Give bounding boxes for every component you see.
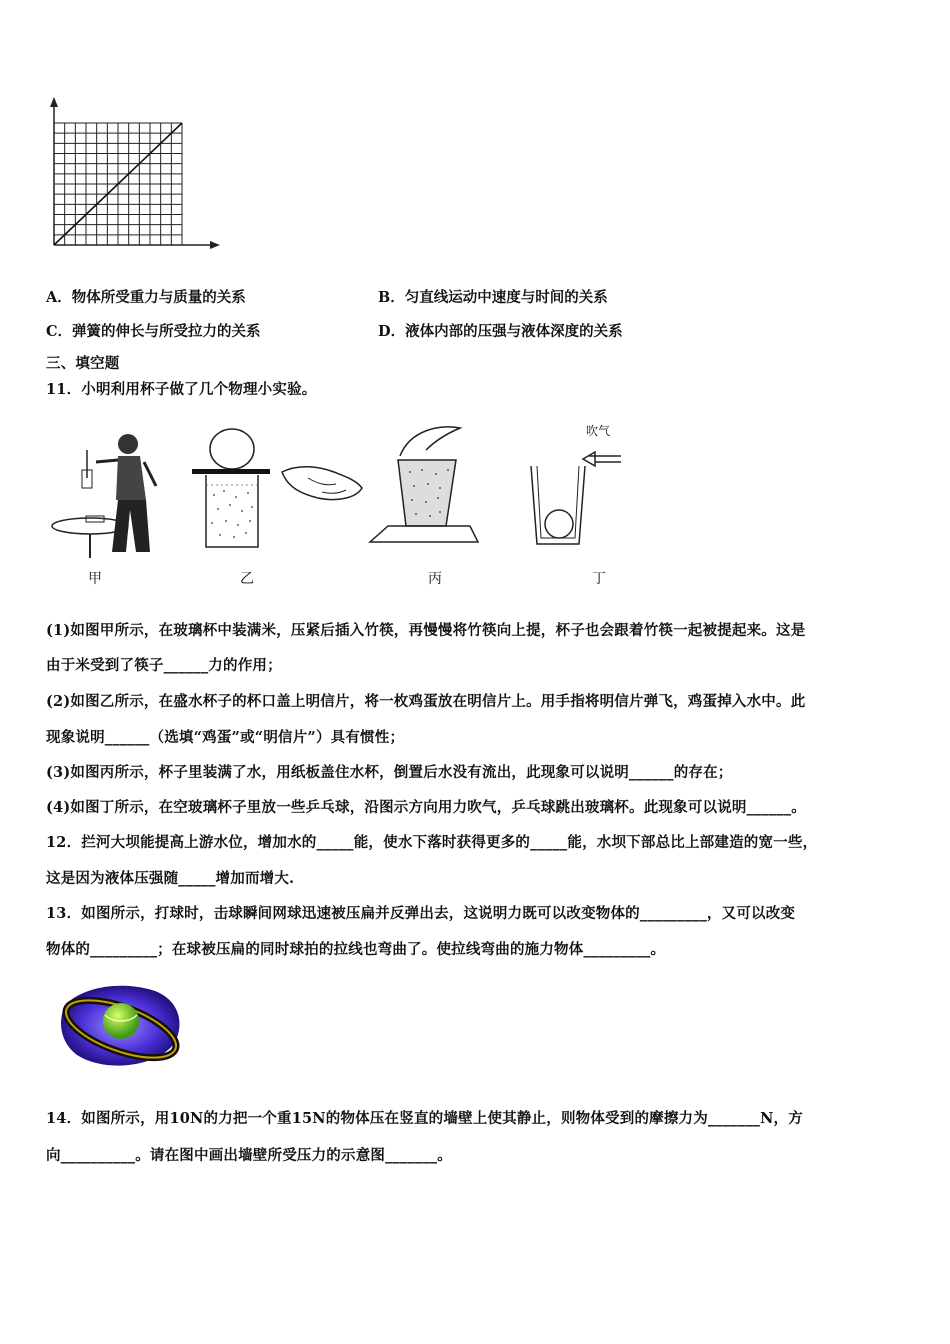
option-b[interactable]: B．匀直线运动中速度与时间的关系: [378, 289, 608, 306]
option-c[interactable]: C．弹簧的伸长与所受拉力的关系: [46, 323, 261, 340]
tennis-racket-image: [55, 975, 185, 1075]
q11-p3: (3)如图丙所示，杯子里装满了水，用纸板盖住水杯，倒置后水没有流出，此现象可以说明______的存在；: [46, 764, 733, 781]
q14-line1: 14．如图所示，用10N的力把一个重15N的物体压在竖直的墙壁上使其静止，则物体受到的摩擦力为_______N，方: [46, 1110, 803, 1127]
y-axis-arrow: [50, 97, 58, 107]
q11-p1-line2: 由于米受到了筷子______力的作用；: [46, 657, 282, 674]
q11-p1-line1: (1)如图甲所示，在玻璃杯中装满米，压紧后插入竹筷，再慢慢将竹筷向上提，杯子也会跟着竹筷一起被提起来。这是: [46, 622, 806, 639]
hand-flicking-icon: [278, 458, 368, 508]
proportional-graph: [40, 95, 220, 255]
option-a[interactable]: A．物体所受重力与质量的关系: [46, 289, 246, 306]
label-blow: 吹气: [586, 424, 611, 438]
q11-p2-line2: 现象说明______（选填“鸡蛋”或“明信片”）具有惯性；: [46, 729, 405, 746]
q12-line1: 12．拦河大坝能提高上游水位，增加水的_____能，使水下落时获得更多的_____能，水坝下部总比上部建造的宽一些，: [46, 834, 818, 851]
q12-line2: 这是因为液体压强随_____增加而增大.: [46, 870, 295, 887]
q11-p2-line1: (2)如图乙所示，在盛水杯子的杯口盖上明信片，将一枚鸡蛋放在明信片上。用手指将明信片弹飞，鸡蛋掉入水中。此: [46, 693, 806, 710]
figure-yi: [190, 425, 290, 555]
q11-stem: 11．小明利用杯子做了几个物理小实验。: [46, 381, 317, 398]
label-bing: 丙: [428, 571, 442, 587]
figure-ding: [525, 420, 625, 550]
section-title: 三、填空题: [46, 355, 120, 372]
q11-p4: (4)如图丁所示，在空玻璃杯子里放一些乒乓球，沿图示方向用力吹气，乒乓球跳出玻璃杯。此现象可以说明______。: [46, 799, 807, 816]
q13-line2: 物体的_________；在球被压扁的同时球拍的拉线也弯曲了。使拉线弯曲的施力物体_________。: [46, 941, 666, 958]
figure-bing: [370, 420, 480, 550]
option-d[interactable]: D．液体内部的压强与液体深度的关系: [378, 323, 623, 340]
label-ding: 丁: [592, 571, 606, 587]
label-jia: 甲: [88, 571, 102, 587]
q13-line1: 13．如图所示，打球时，击球瞬间网球迅速被压扁并反弹出去，这说明力既可以改变物体的_________，又可以改变: [46, 905, 796, 922]
x-axis-arrow: [210, 241, 220, 249]
label-yi: 乙: [240, 571, 254, 587]
q14-line2: 向__________。请在图中画出墙壁所受压力的示意图_______。: [46, 1147, 452, 1164]
figure-jia: [50, 430, 180, 570]
